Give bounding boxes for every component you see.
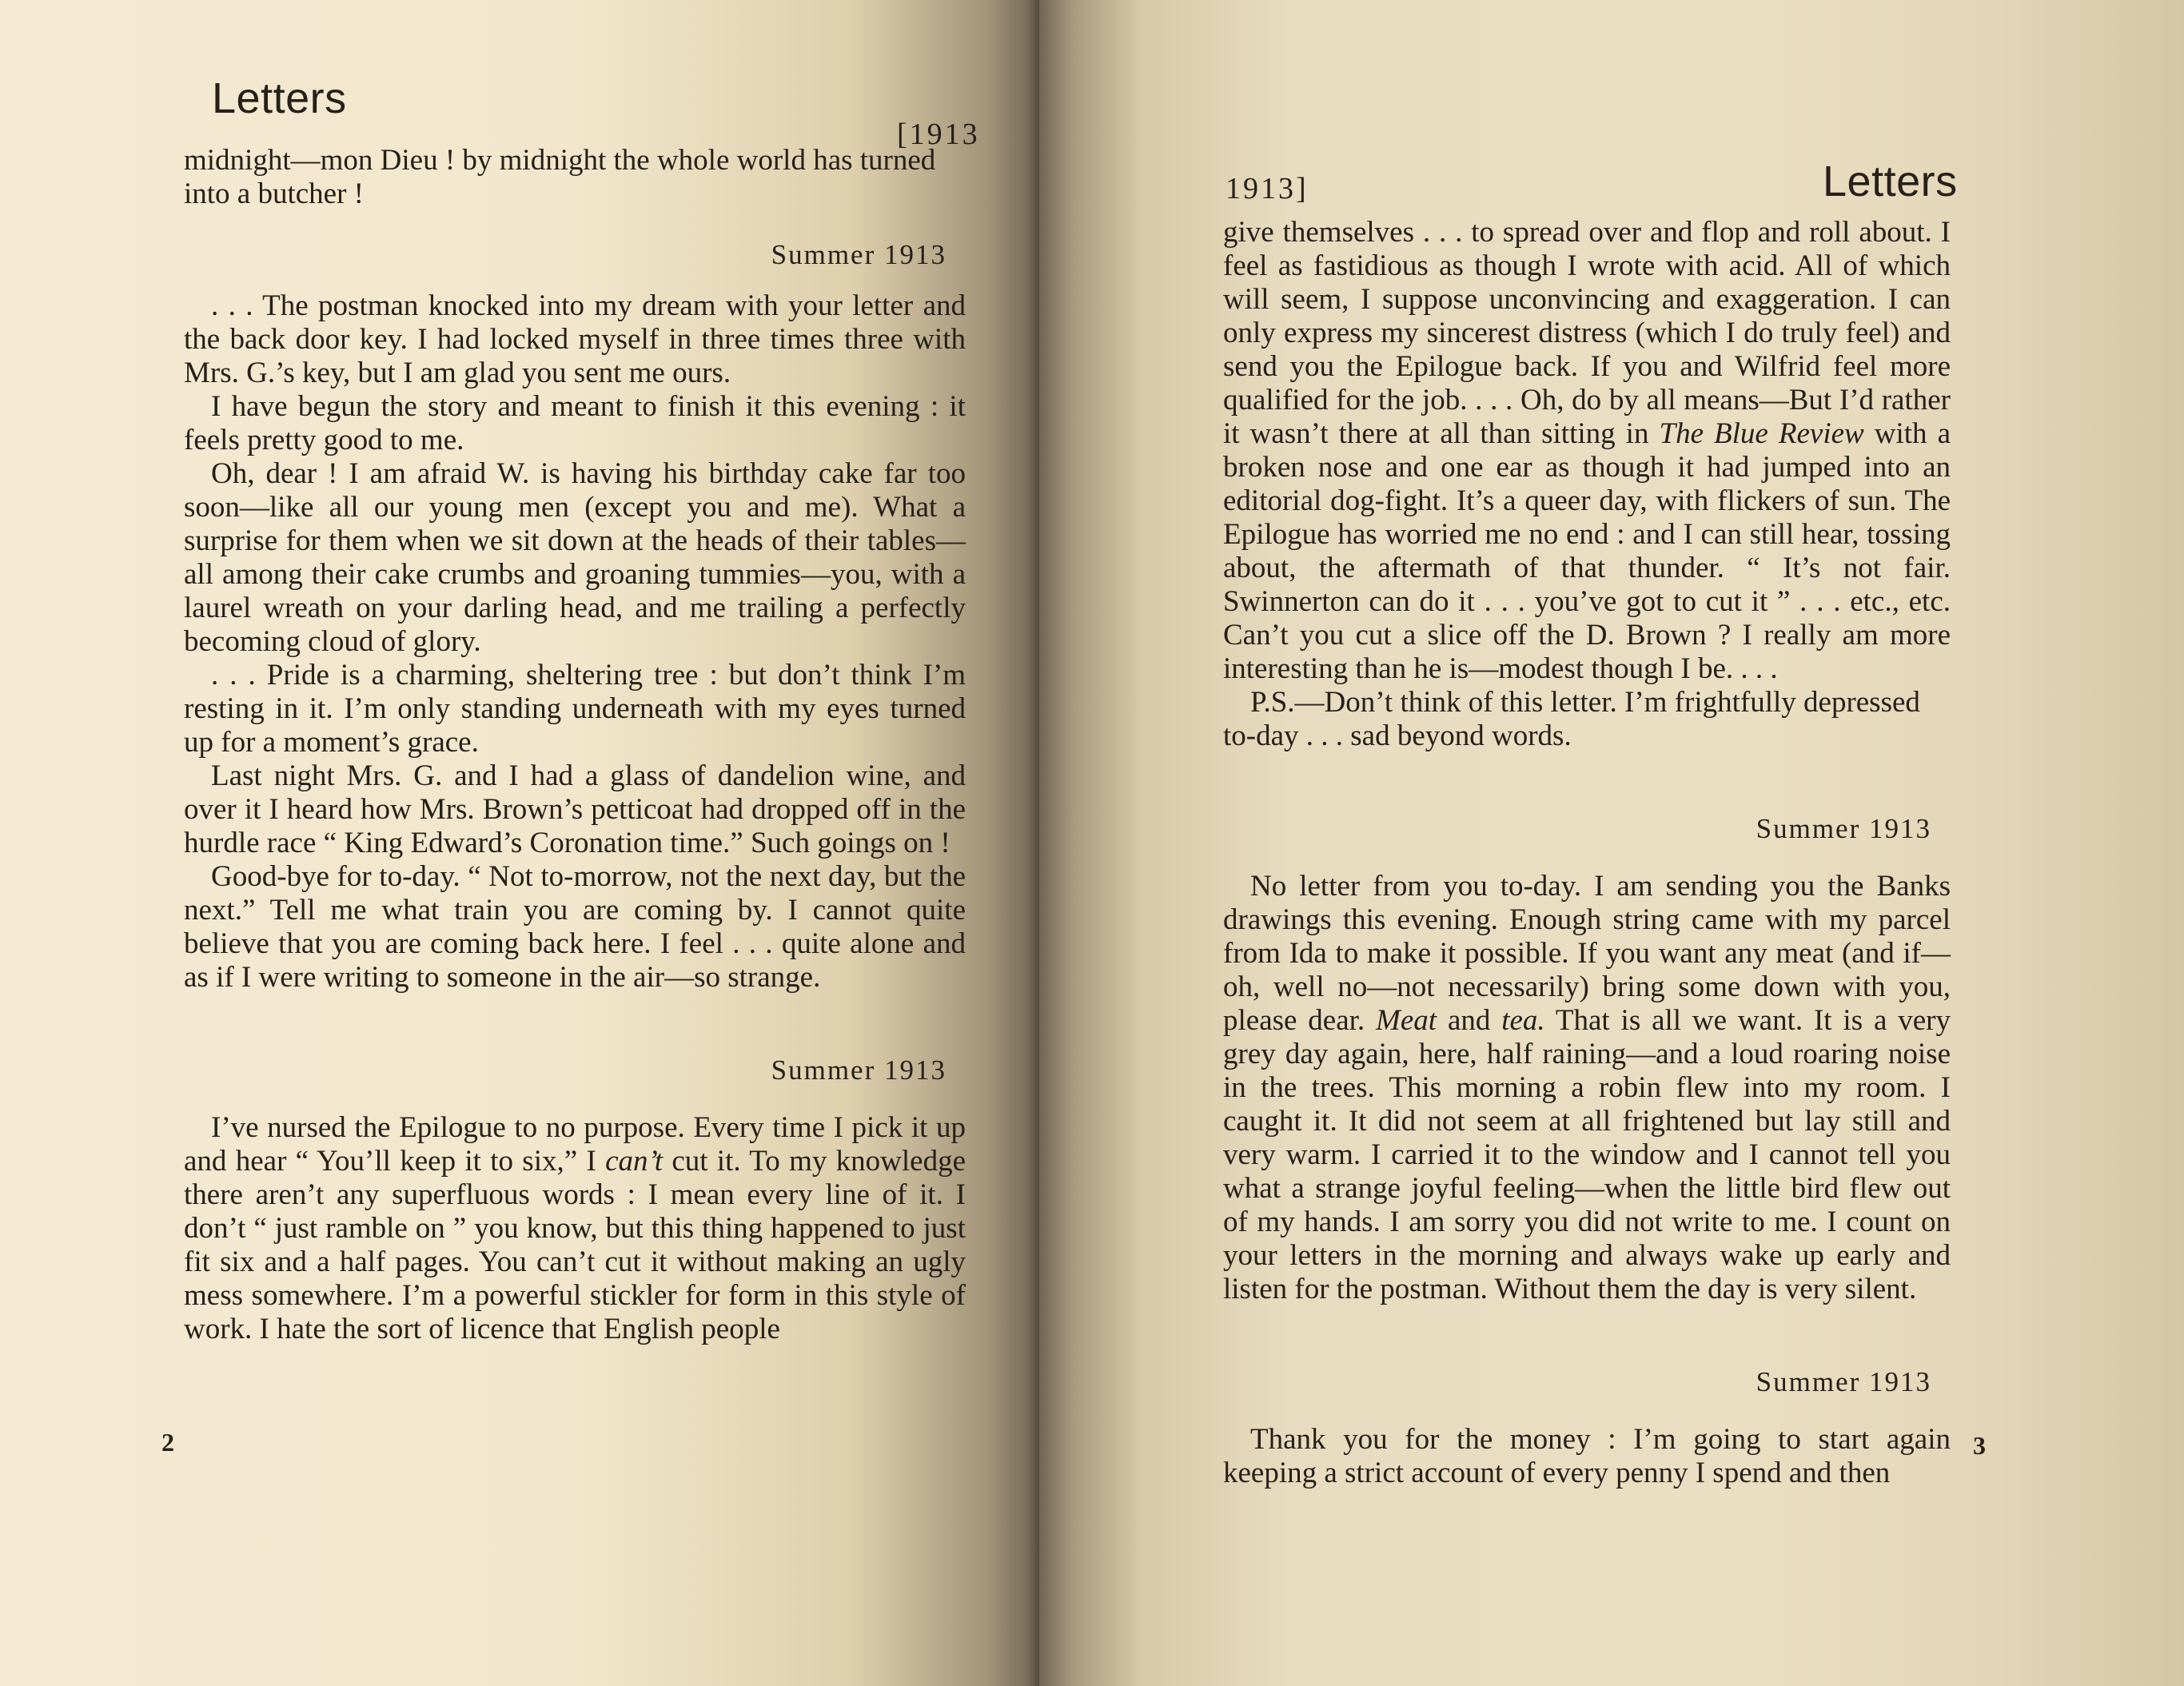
letter-date: Summer 1913 <box>1756 813 1931 844</box>
page-number: 2 <box>161 1428 174 1457</box>
paragraph: Last night Mrs. G. and I had a glass of dandelion wine, and over it I heard how Mrs. Brown’s petticoat had dropped off in the hurdle race “ King Edward’s Coronation time.” Such goings on ! <box>184 759 966 859</box>
left-page-text <box>184 144 966 1346</box>
continued-paragraph: give themselves . . . to spread over and flop and roll about. I feel as fastidious as though I wrote with acid. All of which will seem, I suppose unconvincing and exaggeration. I can only express my sincerest distress (which I do truly feel) and send you the Epilogue back. If you and Wilfrid feel more qualified for the job. . . . Oh, do by all means—But I’d rather it wasn’t there at all than sitting in The Blue Review with a broken nose and one ear as though it had jumped into an editorial dog-fight. It’s a queer day, with flickers of sun. The Epilogue has worried me no end : and I can still hear, tossing about, the aftermath of that thunder. “ It’s not fair. Swinnerton can do it . . . you’ve got to cut it ” . . . etc., etc. Can’t you cut a slice off the D. Brown ? I really am more interesting than he is—modest though I be. . . . <box>1223 216 1951 685</box>
page-number: 3 <box>1973 1431 1986 1460</box>
emphasis: Meat <box>1376 1004 1437 1037</box>
continued-paragraph: midnight—mon Dieu ! by midnight the whole world has turned into a butcher ! <box>184 144 936 210</box>
paragraph: Oh, dear ! I am afraid W. is having his birthday cake far too soon—like all our young men (except you and me). What a surprise for them when we sit down at the heads of their tables—all among their cake crumbs and groaning tummies—you, with a laurel wreath on your darling head, and me trailing a perfectly becoming cloud of glory. <box>184 457 966 658</box>
paragraph: Thank you for the money : I’m going to start again keeping a strict account of every penny I spend and then <box>1223 1423 1951 1489</box>
right-page-text <box>1223 216 1951 1490</box>
left-page <box>0 0 1039 1686</box>
letter-date: Summer 1913 <box>771 239 947 270</box>
postscript: P.S.—Don’t think of this letter. I’m frightfully depressed to-day . . . sad beyond words. <box>1223 686 1920 752</box>
emphasis: tea. <box>1501 1004 1545 1037</box>
letter-date: Summer 1913 <box>771 1054 947 1086</box>
running-title: Letters <box>212 74 347 122</box>
letter-date: Summer 1913 <box>1756 1366 1931 1397</box>
journal-title: The Blue Review <box>1659 417 1864 450</box>
paragraph: . . . The postman knocked into my dream with your letter and the back door key. I had locked myself in three times three with Mrs. G.’s key, but I am glad you sent me ours. <box>184 289 966 389</box>
running-year: [1913 <box>897 118 980 151</box>
paragraph: Good-bye for to-day. “ Not to-morrow, not the next day, but the next.” Tell me what train you are coming by. I cannot quite believe that you are coming back here. I feel . . . quite alone and as if I were writing to someone in the air—so strange. <box>184 860 966 994</box>
running-year: 1913] <box>1226 172 1309 205</box>
emphasis: can’t <box>605 1145 664 1178</box>
paragraph: No letter from you to-day. I am sending you the Banks drawings this evening. Enough string came with my parcel from Ida to make it possible. If you want any meat (and if—oh, well no—not necessarily) bring some down with you, please dear. Meat and tea. That is all we want. It is a very grey day again, here, half raining—and a loud roaring noise in the trees. This morning a robin flew into my room. I caught it. It did not seem at all frightened but lay still and very warm. I carried it to the window and I cannot tell you what a strange joyful feeling—when the little bird flew out of my hands. I am sorry you did not write to me. I count on your letters in the morning and always wake up early and listen for the postman. Without them the day is very silent. <box>1223 870 1951 1305</box>
paragraph: . . . Pride is a charming, sheltering tree : but don’t think I’m resting in it. I’m only standing underneath with my eyes turned up for a moment’s grace. <box>184 659 966 759</box>
paragraph: I have begun the story and meant to finish it this evening : it feels pretty good to me. <box>184 390 966 456</box>
paragraph: I’ve nursed the Epilogue to no purpose. Every time I pick it up and hear “ You’ll keep it to six,” I can’t cut it. To my knowledge there aren’t any superfluous words : I mean every line of it. I don’t “ just ramble on ” you know, but this thing happened to just fit six and a half pages. You can’t cut it without making an ugly mess somewhere. I’m a powerful stickler for form in this style of work. I hate the sort of licence that English people <box>184 1111 966 1345</box>
right-page <box>1039 0 2184 1686</box>
running-title: Letters <box>1823 157 1958 205</box>
